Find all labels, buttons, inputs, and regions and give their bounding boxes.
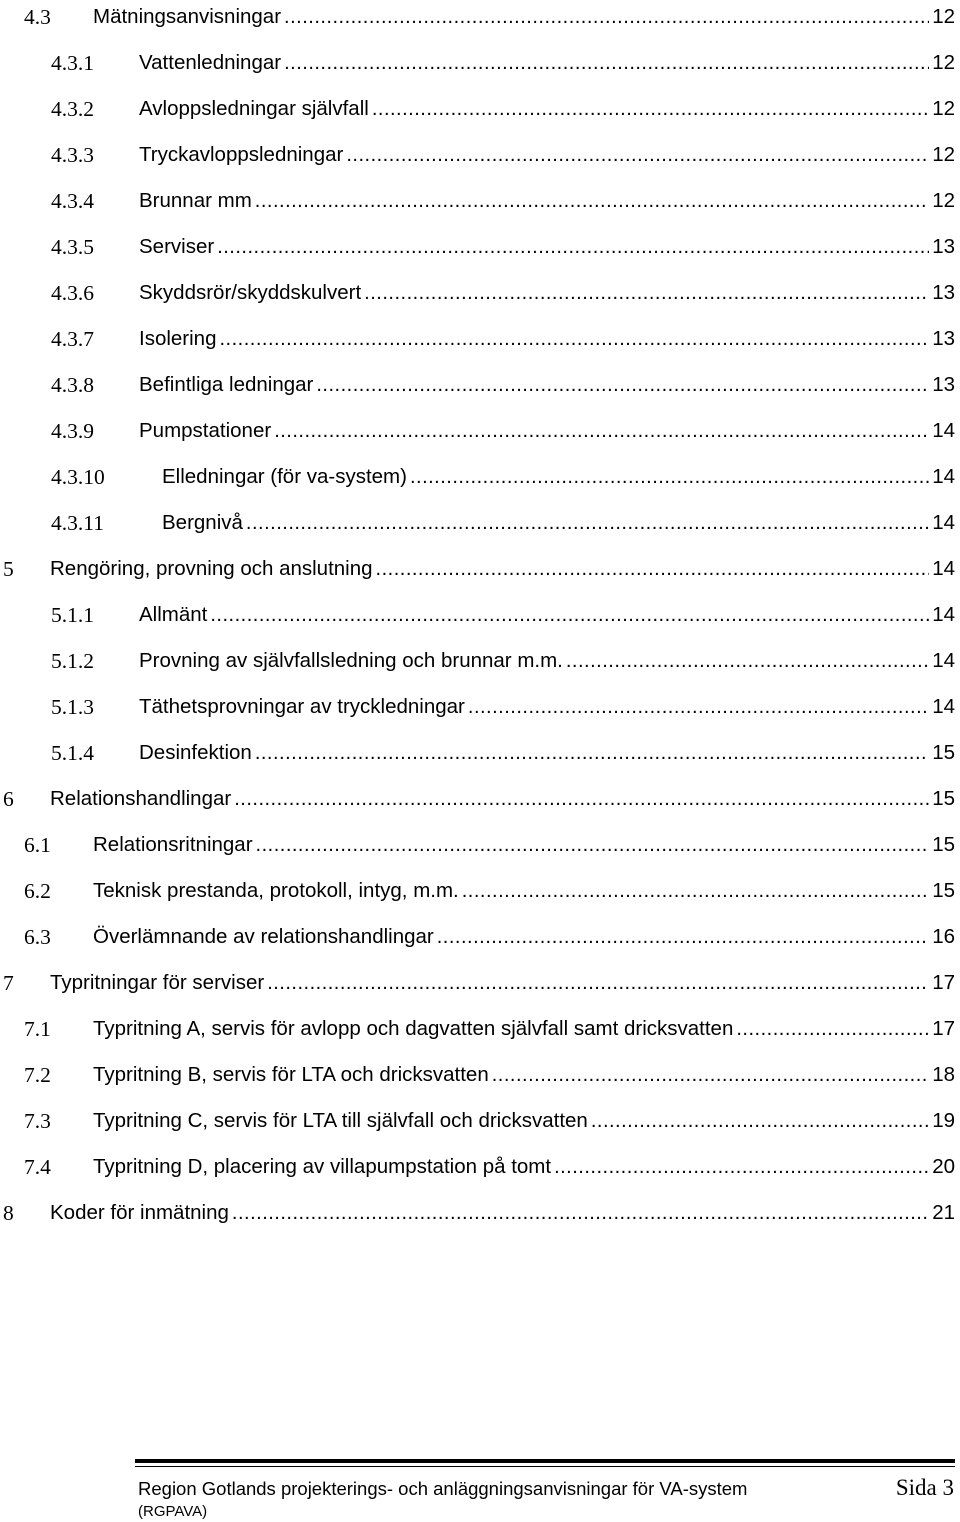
leader-dots — [234, 786, 929, 812]
toc-entry-number: 4.3.3 — [51, 143, 94, 167]
toc-entry-number: 4.3.8 — [51, 373, 94, 397]
toc-entry-number: 4.3.5 — [51, 235, 94, 259]
toc-entry-page: 12 — [932, 189, 955, 212]
toc-entry-title: Allmänt — [139, 603, 208, 626]
leader-dots — [210, 602, 929, 628]
toc-entry-title: Pumpstationer — [139, 419, 272, 442]
leader-dots — [284, 50, 929, 76]
leader-dots — [346, 142, 929, 168]
leader-dots — [284, 4, 929, 30]
leader-dots — [462, 878, 929, 904]
footer-subtitle: (RGPAVA) — [138, 1503, 208, 1520]
toc-entry[interactable] — [0, 46, 955, 80]
toc-entry-page: 15 — [932, 879, 955, 902]
toc-entry-title: Överlämnande av relationshandlingar — [93, 925, 434, 948]
leader-dots — [437, 924, 929, 950]
toc-entry-page: 18 — [932, 1063, 955, 1086]
toc-entry-title: Mätningsanvisningar — [93, 5, 282, 28]
toc-entry-number: 6.2 — [24, 879, 51, 903]
toc-entry[interactable] — [0, 1058, 955, 1092]
toc-entry[interactable] — [0, 966, 955, 1000]
leader-dots — [376, 556, 930, 582]
toc-entry-title: Koder för inmätning — [50, 1201, 229, 1224]
toc-entry-title: Rengöring, provning och anslutning — [50, 557, 373, 580]
toc-entry[interactable] — [0, 874, 955, 908]
toc-entry-number: 4.3.10 — [51, 465, 105, 489]
footer-page-number: Sida 3 — [895, 1475, 954, 1500]
toc-entry[interactable] — [0, 92, 955, 126]
toc-entry-page: 17 — [932, 971, 955, 994]
leader-dots — [316, 372, 929, 398]
toc-entry-title: Brunnar mm — [139, 189, 252, 212]
toc-entry-title: Typritning C, servis för LTA till självfall och dricksvatten — [93, 1109, 588, 1132]
toc-entry[interactable] — [0, 1196, 955, 1230]
toc-entry[interactable] — [0, 1104, 955, 1138]
toc-entry-number: 4.3.1 — [51, 51, 94, 75]
leader-dots — [410, 464, 929, 490]
toc-entry-number: 4.3.9 — [51, 419, 94, 443]
toc-entry-page: 20 — [932, 1155, 955, 1178]
toc-entry[interactable] — [0, 138, 955, 172]
toc-entry-page: 13 — [932, 235, 955, 258]
leader-dots — [492, 1062, 929, 1088]
leader-dots — [267, 970, 929, 996]
toc-entry-number: 7 — [3, 971, 14, 995]
leader-dots — [256, 832, 930, 858]
toc-entry-page: 14 — [932, 511, 955, 534]
toc-entry[interactable] — [0, 322, 955, 356]
leader-dots — [468, 694, 929, 720]
toc-entry-number: 5.1.3 — [51, 695, 94, 719]
toc-entry-page: 14 — [932, 557, 955, 580]
toc-entry-page: 21 — [932, 1201, 955, 1224]
toc-entry-title: Relationshandlingar — [50, 787, 232, 810]
toc-entry[interactable] — [0, 736, 955, 770]
toc-entry[interactable] — [0, 460, 955, 494]
leader-dots — [566, 648, 929, 674]
toc-entry-title: Desinfektion — [139, 741, 252, 764]
leader-dots — [246, 510, 929, 536]
leader-dots — [372, 96, 929, 122]
toc-entry-page: 13 — [932, 327, 955, 350]
toc-entry-title: Typritningar för serviser — [50, 971, 265, 994]
toc-entry-number: 6.3 — [24, 925, 51, 949]
footer-rule-thick — [135, 1459, 955, 1463]
toc-entry-page: 14 — [932, 649, 955, 672]
leader-dots — [220, 326, 930, 352]
toc-entry[interactable] — [0, 828, 955, 862]
leader-dots — [255, 188, 929, 214]
toc-entry-title: Teknisk prestanda, protokoll, intyg, m.m. — [93, 879, 459, 902]
leader-dots — [554, 1154, 929, 1180]
toc-entry[interactable] — [0, 184, 955, 218]
footer-rule-thin — [135, 1466, 955, 1467]
toc-entry-title: Typritning A, servis för avlopp och dagvatten självfall samt dricksvatten — [93, 1017, 734, 1040]
toc-entry-page: 17 — [932, 1017, 955, 1040]
toc-entry-page: 15 — [932, 741, 955, 764]
leader-dots — [591, 1108, 929, 1134]
leader-dots — [364, 280, 929, 306]
toc-entry-page: 15 — [932, 833, 955, 856]
toc-entry-title: Tryckavloppsledningar — [139, 143, 344, 166]
toc-entry-number: 5 — [3, 557, 14, 581]
footer-title: Region Gotlands projekterings- och anläggningsanvisningar för VA-system — [138, 1478, 748, 1499]
toc-entry-title: Avloppsledningar självfall — [139, 97, 369, 120]
toc-entry-title: Serviser — [139, 235, 215, 258]
toc-entry-number: 4.3 — [24, 5, 51, 29]
toc-entry-page: 13 — [932, 281, 955, 304]
toc-entry[interactable] — [0, 598, 955, 632]
toc-entry-number: 5.1.1 — [51, 603, 94, 627]
leader-dots — [255, 740, 929, 766]
toc-entry-page: 14 — [932, 465, 955, 488]
toc-entry[interactable] — [0, 276, 955, 310]
toc-entry[interactable] — [0, 1150, 955, 1184]
leader-dots — [217, 234, 929, 260]
toc-entry-number: 4.3.6 — [51, 281, 94, 305]
toc-entry-title: Typritning D, placering av villapumpstation på tomt — [93, 1155, 552, 1178]
toc-entry[interactable] — [0, 0, 955, 34]
toc-entry-number: 8 — [3, 1201, 14, 1225]
toc-entry-page: 12 — [932, 51, 955, 74]
toc-entry-number: 7.2 — [24, 1063, 51, 1087]
toc-entry-page: 14 — [932, 603, 955, 626]
toc-entry-page: 12 — [932, 143, 955, 166]
toc-entry[interactable] — [0, 1012, 955, 1046]
toc-entry-title: Elledningar (för va-system) — [162, 465, 407, 488]
toc-entry-number: 4.3.7 — [51, 327, 94, 351]
toc-entry-number: 4.3.11 — [51, 511, 104, 535]
toc-entry-title: Skyddsrör/skyddskulvert — [139, 281, 362, 304]
toc-entry-page: 13 — [932, 373, 955, 396]
leader-dots — [736, 1016, 929, 1042]
toc-entry-number: 7.1 — [24, 1017, 51, 1041]
leader-dots — [274, 418, 929, 444]
toc-entry[interactable] — [0, 506, 955, 540]
toc-entry-page: 14 — [932, 419, 955, 442]
toc-entry-page: 16 — [932, 925, 955, 948]
toc-entry-page: 12 — [932, 97, 955, 120]
toc-entry-number: 6.1 — [24, 833, 51, 857]
toc-entry[interactable] — [0, 414, 955, 448]
toc-entry-title: Täthetsprovningar av tryckledningar — [139, 695, 465, 718]
leader-dots — [232, 1200, 929, 1226]
toc-entry-number: 7.3 — [24, 1109, 51, 1133]
toc-entry-title: Vattenledningar — [139, 51, 282, 74]
toc-entry[interactable] — [0, 690, 955, 724]
toc-entry[interactable] — [0, 782, 955, 816]
toc-entry[interactable] — [0, 552, 955, 586]
toc-entry-title: Befintliga ledningar — [139, 373, 314, 396]
toc-entry-page: 14 — [932, 695, 955, 718]
toc-entry-title: Isolering — [139, 327, 217, 350]
toc-entry-page: 15 — [932, 787, 955, 810]
toc-entry-number: 6 — [3, 787, 14, 811]
toc-entry-page: 12 — [932, 5, 955, 28]
toc-entry-number: 4.3.4 — [51, 189, 94, 213]
toc-entry[interactable] — [0, 230, 955, 264]
toc-entry-number: 7.4 — [24, 1155, 51, 1179]
toc-entry-page: 19 — [932, 1109, 955, 1132]
toc-entry[interactable] — [0, 920, 955, 954]
toc-entry[interactable] — [0, 644, 955, 678]
toc-entry-number: 4.3.2 — [51, 97, 94, 121]
toc-entry-title: Typritning B, servis för LTA och dricksvatten — [93, 1063, 489, 1086]
toc-entry-number: 5.1.4 — [51, 741, 94, 765]
toc-entry-number: 5.1.2 — [51, 649, 94, 673]
toc-entry-title: Relationsritningar — [93, 833, 253, 856]
toc-entry-title: Provning av självfallsledning och brunnar m.m. — [139, 649, 563, 672]
toc-entry[interactable] — [0, 368, 955, 402]
toc-entry-title: Bergnivå — [162, 511, 243, 534]
